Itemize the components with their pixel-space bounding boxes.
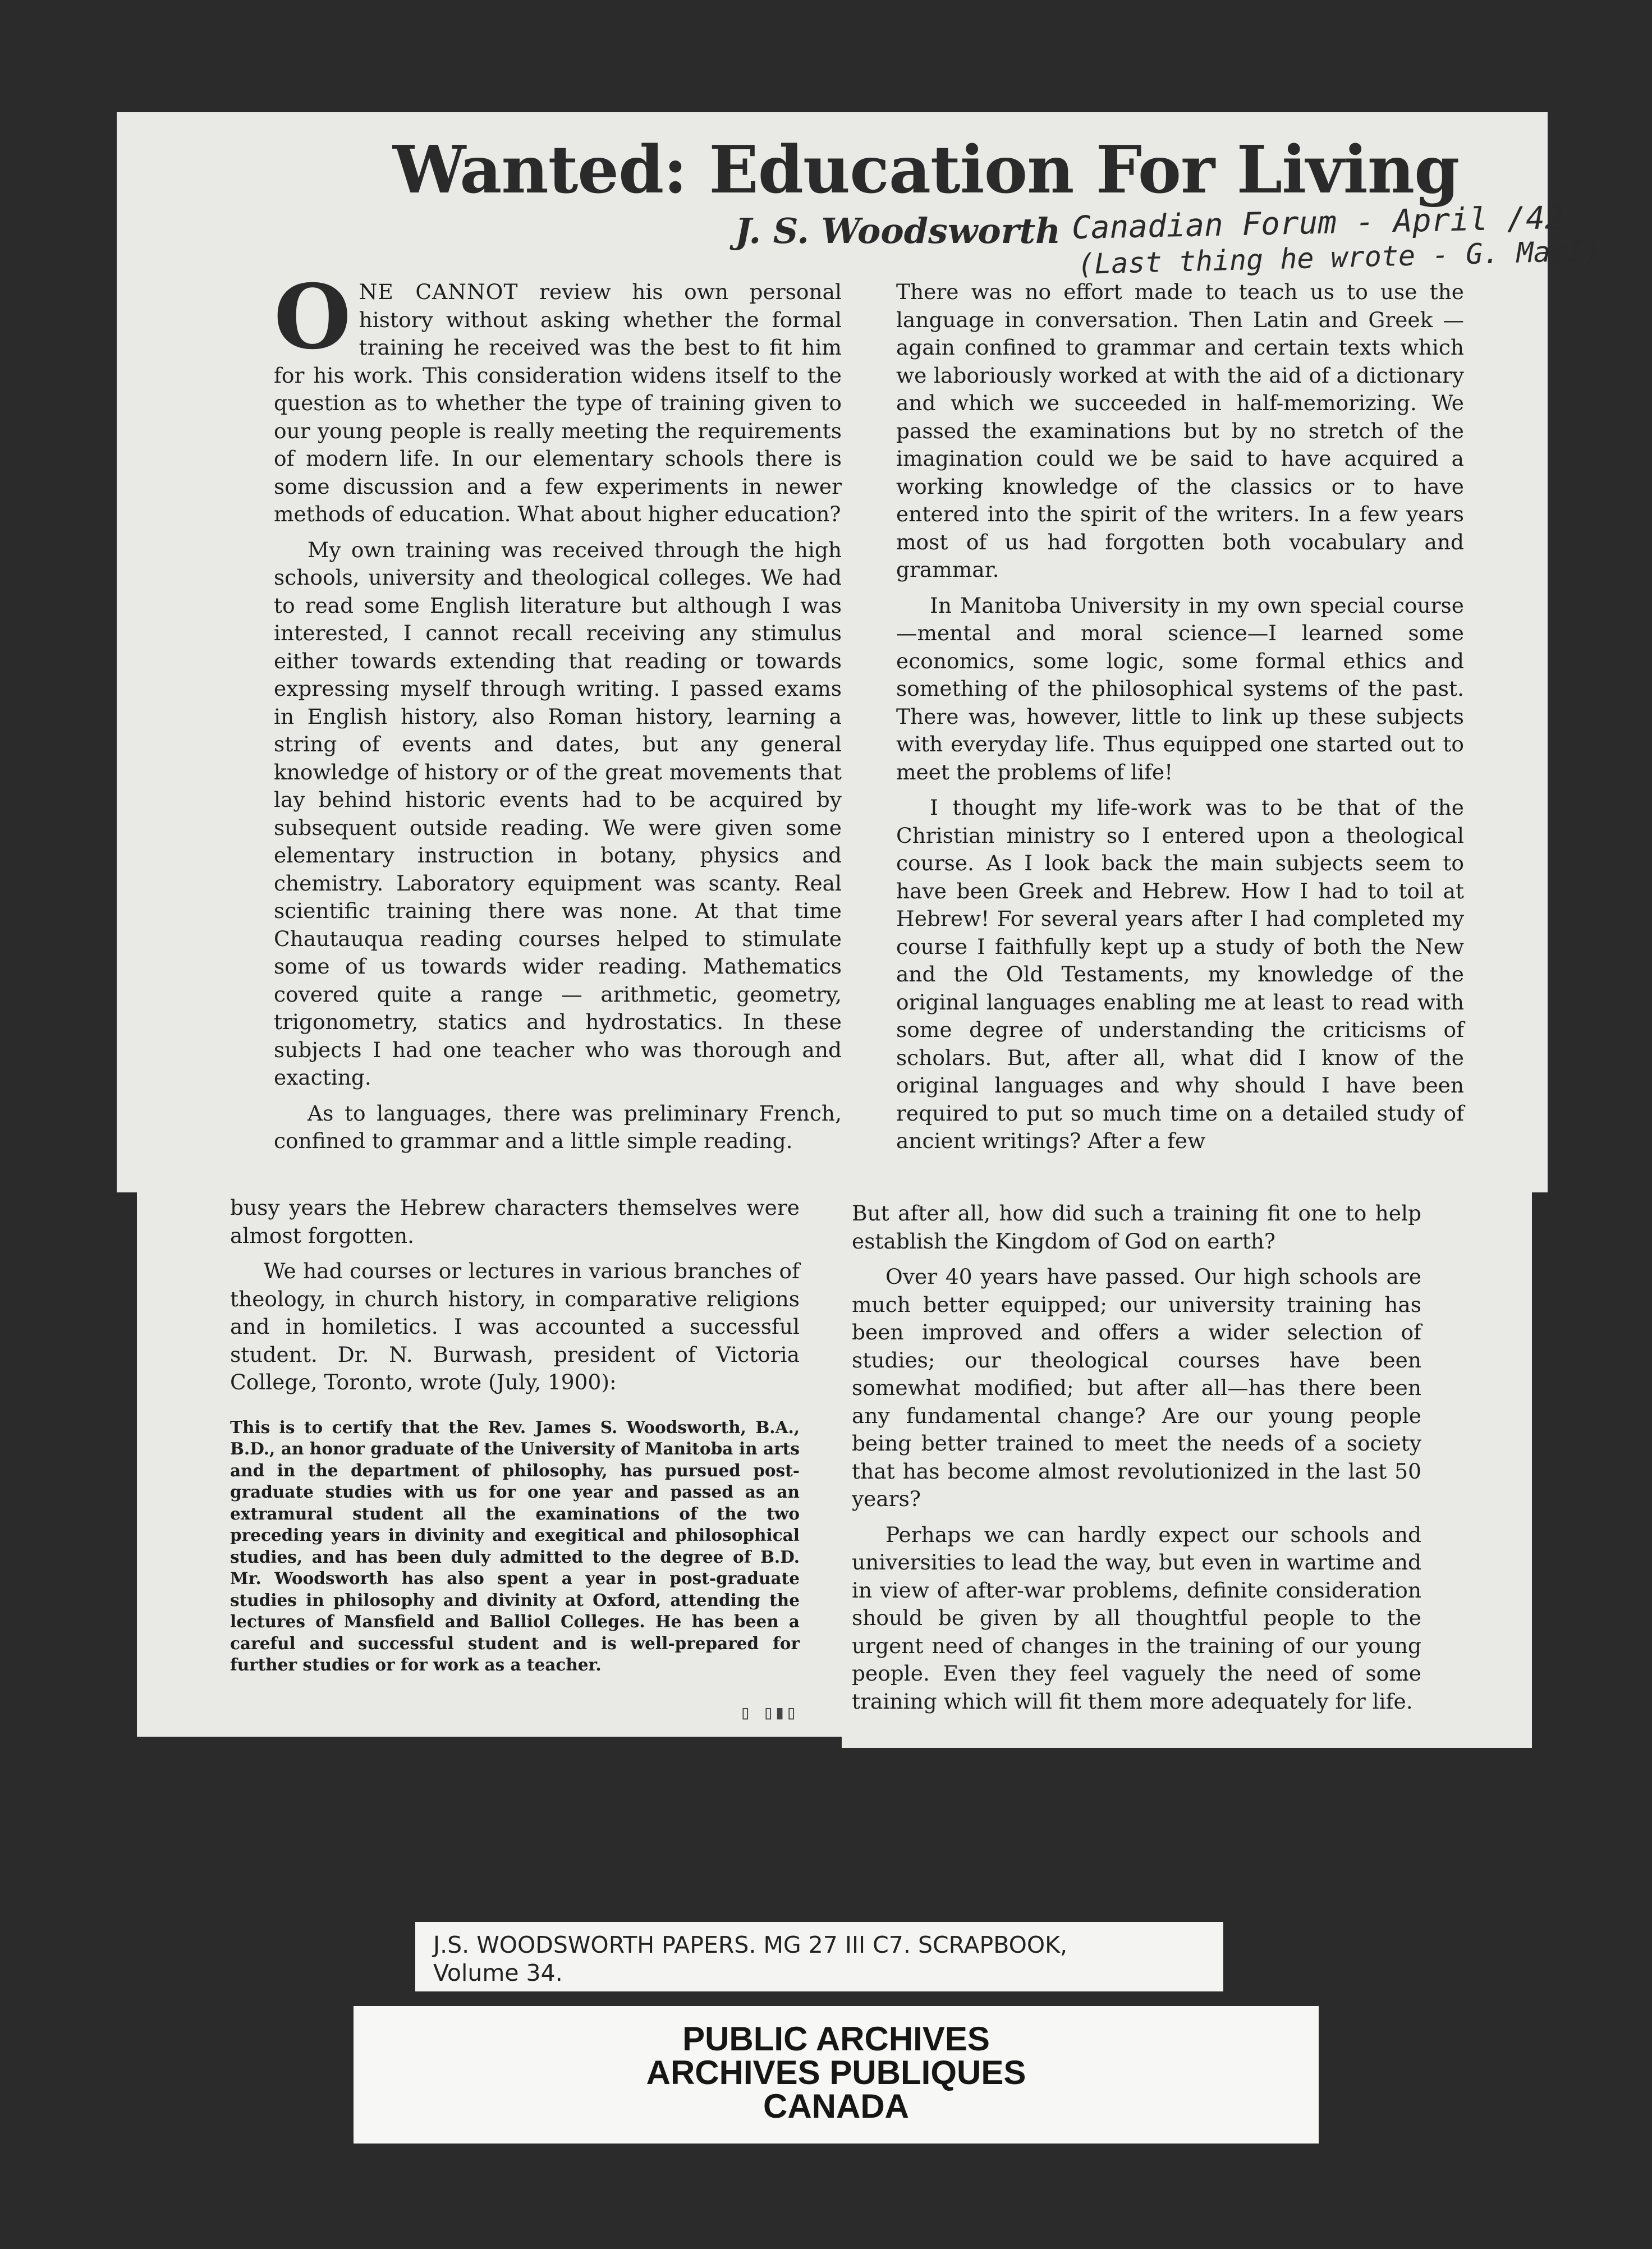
article-column-2 bbox=[896, 278, 1464, 1155]
article-column-4 bbox=[852, 1200, 1421, 1715]
paragraph-conclusion: Perhaps we can hardly expect our schools and universities to lead the way, but even in wartime and in view of after-war problems, definite consideration should be given by all thoughtful people to the urgent need of changes in the training of our young people. Even they feel vaguely the need of some training which will fit them more adequately for life. bbox=[852, 1522, 1421, 1714]
paragraph-manitoba: In Manitoba University in my own special course—mental and moral science—I learned some economics, some logic, some formal ethics and something of the philosophical systems of the past. There was, however, little to link up these subjects with everyday life. Thus equipped one started out to meet the problems of life! bbox=[896, 593, 1464, 784]
scan-marks: ▯ ▯▮▯ bbox=[740, 1701, 797, 1724]
certificate-quote: This is to certify that the Rev. James S. Woodsworth, B.A., B.D., an honor graduate of the University of Manitoba in arts and in the department of philosophy, has pursued post-graduate studies with us for one year and passed as an extramural student all the examinations of the two preceding years in divinity and exegitical and philosophical studies, and has been duly admitted to the degree of B.D. Mr. Woodsworth has also spent a year in post-graduate studies in philosophy and divinity at Oxford, attending the lectures of Mansfield and Balliol Colleges. He has been a careful and successful student and is well-prepared for further studies or for work as a teacher. bbox=[230, 1417, 800, 1674]
paragraph-theology: I thought my life-work was to be that of the Christian ministry so I entered upon a theological course. As I look back the main subjects seem to have been Greek and Hebrew. How I had to toil at Hebrew! For several years after I had completed my course I faithfully kept up a study of both the New and the Old Testaments, my knowledge of the original languages enabling me at least to read with some degree of understanding the criticisms of scholars. But, after all, what did I know of the original languages and why should I have been required to put so much time on a detailed study of ancient writings? After a few bbox=[896, 795, 1464, 1153]
archive-label-text bbox=[433, 1931, 1208, 1987]
article-byline: J. S. Woodsworth bbox=[735, 210, 1061, 251]
paragraph-courses: We had courses or lectures in various branches of theology, in church history, in comparative religions and in homiletics. I was accounted a successful student. Dr. N. Burwash, president of Victoria College, Toronto, wrote (July, 1900): bbox=[230, 1259, 800, 1394]
paragraph-languages: As to languages, there was preliminary French, confined to grammar and a little simple reading. bbox=[274, 1100, 842, 1153]
stamp-line-3: CANADA bbox=[763, 2087, 909, 2125]
archives-stamp-text bbox=[354, 2022, 1319, 2123]
article-title: Wanted: Education For Living bbox=[393, 132, 1460, 208]
paragraph-kingdom: But after all, how did such a training fit one to help establish the Kingdom of God on earth? bbox=[852, 1201, 1421, 1254]
article-column-1 bbox=[274, 265, 842, 1155]
paragraph-latin-greek: There was no effort made to teach us to use the language in conversation. Then Latin and Greek —again confined to grammar and certain texts which we laboriously worked at with the aid of a dictionary and which we succeeded in half-memorizing. We passed the examinations but by no stretch of the imagination could we be said to have acquired a working knowledge of the classics or to have entered into the spirit of the writers. In a few years most of us had forgotten both vocabulary and grammar. bbox=[896, 279, 1464, 582]
intro-caps: NE CANNOT bbox=[359, 279, 518, 304]
intro-text: review his own personal history without asking whether the formal training he received was the best to fit him for his work. This consideration widens itself to the question as to whether the type of training given to our young people is really meeting the requirements of modern life. In our elementary schools there is some discussion and a few experiments in newer methods of education. What about higher education? bbox=[274, 279, 842, 526]
paragraph-intro bbox=[274, 265, 842, 529]
article-column-3 bbox=[230, 1194, 800, 1676]
stamp-line-2: ARCHIVES PUBLIQUES bbox=[646, 2054, 1026, 2091]
paragraph-forty-years: Over 40 years have passed. Our high schools are much better equipped; our university training has been improved and offers a wider selection of studies; our theological courses have been somewhat modified; but after all—has there been any fundamental change? Are our young people being better trained to meet the needs of a society that has become almost revolutionized in the last 50 years? bbox=[852, 1264, 1421, 1511]
archive-label-line-2: Volume 34. bbox=[433, 1959, 563, 1986]
paragraph-own-training: My own training was received through the high schools, university and theological colleges. We had to read some English literature but although I was interested, I cannot recall receiving any stimulus either towards extending that reading or towards expressing myself through writing. I passed exams in English history, also Roman history, learning a string of events and dates, but any general knowledge of history or of the great movements that lay behind historic events had to be acquired by subsequent outside reading. We were given some elementary instruction in botany, physics and chemistry. Laboratory equipment was scanty. Real scientific training there was none. At that time Chautauqua reading courses helped to stimulate some of us towards wider reading. Mathematics covered quite a range — arithmetic, geometry, trigonometry, statics and hydrostatics. In these subjects I had one teacher who was thorough and exacting. bbox=[274, 537, 842, 1090]
handwritten-note-remark: (Last thing he wrote - G. MacI) bbox=[1077, 234, 1601, 281]
handwritten-note-source: Canadian Forum - April /42 bbox=[1071, 199, 1564, 247]
archive-label-line-1: J.S. WOODSWORTH PAPERS. MG 27 III C7. SCRAPBOOK, bbox=[433, 1931, 1068, 1958]
drop-cap: O bbox=[274, 265, 351, 369]
stamp-line-1: PUBLIC ARCHIVES bbox=[682, 2020, 990, 2058]
paragraph-hebrew-forgotten: busy years the Hebrew characters themselves were almost forgotten. bbox=[230, 1195, 800, 1248]
